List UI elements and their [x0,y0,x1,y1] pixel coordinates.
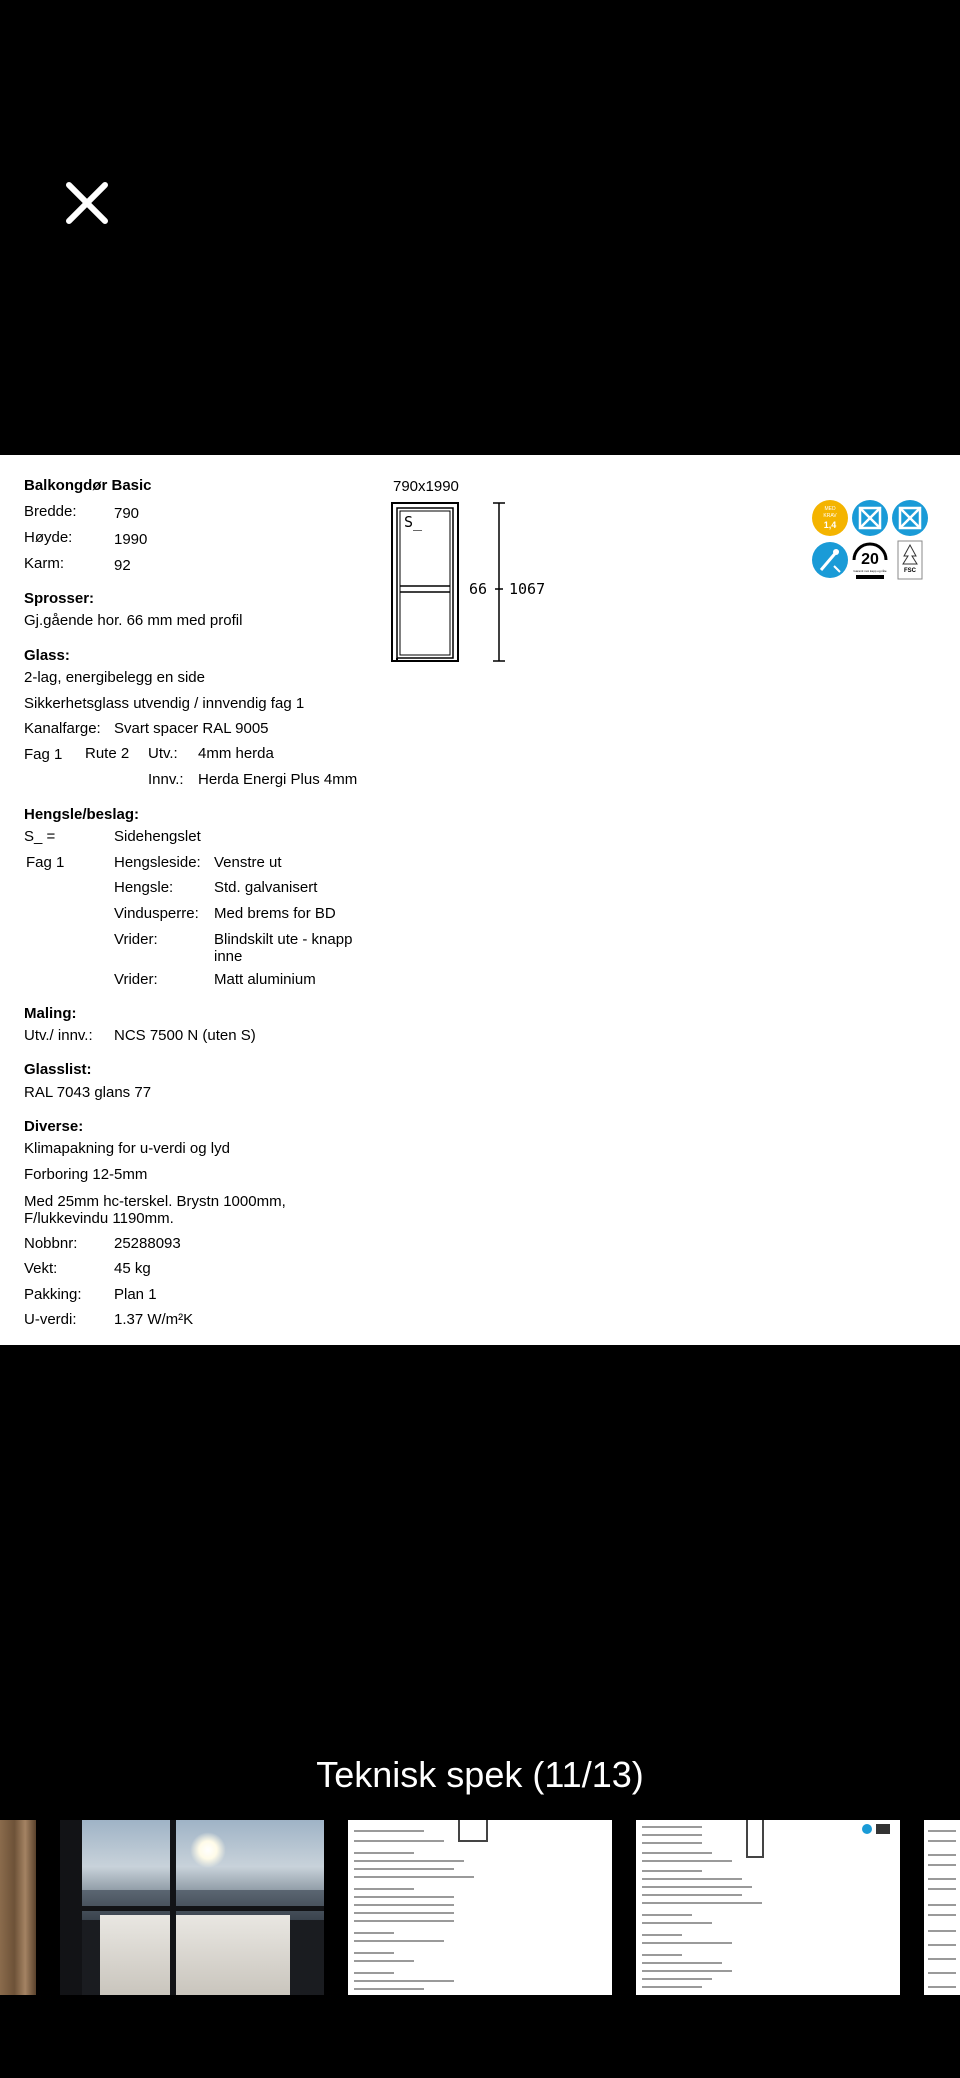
door-drawing [385,478,565,673]
diverse-line-2: Forboring 12-5mm [24,1166,148,1183]
vrider-value-1: Blindskilt ute - knapp [214,931,353,948]
window-cross-icon-1 [852,500,888,536]
s-value: Sidehengslet [114,828,201,845]
vindusperre-value: Med brems for BD [214,905,336,922]
vrider-value-2: Matt aluminium [214,971,316,988]
svg-text:MED: MED [824,506,836,512]
frame-label: Karm: [24,555,65,572]
hengsleside-label: Hengsleside: [114,854,201,871]
utv-value: 4mm herda [198,745,274,762]
nobbnr-value: 25288093 [114,1235,181,1252]
glasslist-heading: Glasslist: [24,1061,92,1078]
glasslist-value: RAL 7043 glans 77 [24,1084,152,1101]
hinge-mark: S_ [404,513,423,531]
certification-badges [810,498,930,583]
fsc-icon [898,541,922,579]
spec-title: Balkongdør Basic [24,477,152,494]
frame-value: 92 [114,557,131,574]
width-value: 790 [114,505,140,522]
sprosser-heading: Sprosser: [24,590,95,607]
thumbnail-spec-doc[interactable] [348,1820,612,1995]
fag-label: Fag 1 [24,746,63,763]
thumbnail-wood-photo[interactable] [0,1820,36,1995]
door-size-label: 790x1990 [393,478,459,495]
door-frame-outer [392,503,458,661]
hengsle-heading: Hengsle/beslag: [24,806,140,823]
guarantee-20-years-icon [853,544,887,579]
thumbnail-spec-doc-active[interactable] [636,1820,900,1995]
nobbnr-label: Nobbnr: [24,1235,78,1252]
svg-text:Garanti mot kapp og råte: Garanti mot kapp og råte [853,569,887,573]
diverse-line-4: F/lukkevindu 1190mm. [24,1210,174,1227]
vrider-value-1-cont: inne [214,948,243,965]
door-leaf [400,511,450,655]
safety-glass-icon [812,542,848,578]
vrider-label-2: Vrider: [114,971,158,988]
kanal-value: Svart spacer RAL 9005 [114,720,269,737]
maling-label: Utv./ innv.: [24,1027,93,1044]
u-value-badge-icon [812,500,848,536]
glass-line-1: 2-lag, energibelegg en side [24,669,205,686]
sprosser-value: Gj.gående hor. 66 mm med profil [24,612,243,629]
close-button[interactable] [62,178,112,228]
innv-value: Herda Energi Plus 4mm [198,771,358,788]
hengsle-value: Std. galvanisert [214,879,318,896]
svg-text:FSC: FSC [904,568,916,574]
u-verdi-label: U-verdi: [24,1311,77,1328]
dimension-1067: 1067 [509,580,546,598]
hengsleside-value: Venstre ut [214,854,282,871]
height-label: Høyde: [24,529,73,546]
s-label: S_ = [24,828,56,845]
innv-label: Innv.: [148,771,184,788]
vindusperre-label: Vindusperre: [114,905,199,922]
vrider-label-1: Vrider: [114,931,158,948]
diverse-line-3: Med 25mm hc-terskel. Brystn 1000mm, [24,1193,286,1210]
image-caption: Teknisk spek (11/13) [316,1754,644,1795]
vekt-value: 45 kg [114,1260,151,1277]
glass-line-2: Sikkerhetsglass utvendig / innvendig fag 1 [24,695,305,712]
dimension-66: 66 [469,580,488,598]
vekt-label: Vekt: [24,1260,58,1277]
maling-heading: Maling: [24,1005,77,1022]
kanal-label: Kanalfarge: [24,720,101,737]
window-cross-icon-2 [892,500,928,536]
svg-text:KRAV: KRAV [823,513,837,519]
glass-heading: Glass: [24,647,70,664]
diverse-line-1: Klimapakning for u-verdi og lyd [24,1140,230,1157]
thumbnail-strip[interactable] [0,1820,960,1995]
svg-text:1,4: 1,4 [823,520,837,530]
diverse-heading: Diverse: [24,1118,84,1135]
hengsle-label: Hengsle: [114,879,174,896]
height-value: 1990 [114,531,148,548]
rute-label: Rute 2 [85,745,130,762]
pakking-label: Pakking: [24,1286,82,1303]
pakking-value: Plan 1 [114,1286,157,1303]
maling-value: NCS 7500 N (uten S) [114,1027,256,1044]
width-label: Bredde: [24,503,77,520]
svg-text:20: 20 [861,551,879,568]
u-verdi-value: 1.37 W/m²K [114,1311,194,1328]
utv-label: Utv.: [148,745,178,762]
close-icon [62,178,112,228]
fag1-label: Fag 1 [26,854,65,871]
thumbnail-spec-doc-partial[interactable] [924,1820,960,1995]
thumbnail-balcony-photo[interactable] [60,1820,324,1995]
